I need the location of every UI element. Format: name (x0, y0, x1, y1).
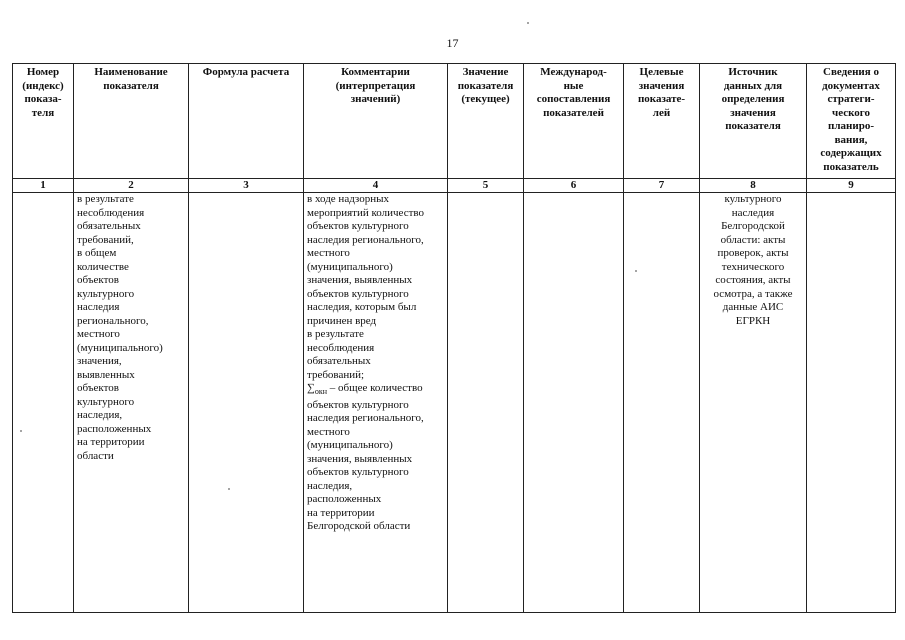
comments-text-part1: в ходе надзорных мероприятий количество объектов культурного наследия регионального, местного (муниципального) значения, выявленных объектов культурного наследия, которым был причинен вред в результате несоблюдения обязательных требований; (307, 193, 425, 381)
column-number: 2 (74, 179, 189, 193)
header-current-value: Значение показателя (текущее) (448, 64, 524, 179)
header-index: Номер (индекс) показа- теля (13, 64, 74, 179)
cell-index (13, 193, 74, 613)
header-formula: Формула расчета (189, 64, 304, 179)
scan-speck (527, 22, 529, 24)
cell-indicator-name: в результате несоблюдения обязательных требований, в общем количестве объектов культурного наследия регионального, местного (муниципального) значения, выявленных объектов культурного наследия, расположенных на территории области (74, 193, 189, 613)
column-number: 6 (524, 179, 624, 193)
scan-speck (20, 430, 22, 432)
column-number: 9 (807, 179, 896, 193)
column-number-row (13, 179, 896, 193)
header-international: Международ- ные сопоставления показателей (524, 64, 624, 179)
header-name: Наименование показателя (74, 64, 189, 179)
column-number: 7 (624, 179, 700, 193)
sum-subscript: окн (314, 387, 328, 397)
cell-formula (189, 193, 304, 613)
cell-comments (304, 193, 448, 613)
table-row (13, 193, 896, 613)
header-target-values: Целевые значения показате- лей (624, 64, 700, 179)
page-number: 17 (446, 36, 459, 50)
cell-target-values (624, 193, 700, 613)
column-number: 4 (304, 179, 448, 193)
indicator-table (12, 63, 896, 613)
cell-strategic-docs (807, 193, 896, 613)
scan-speck (635, 270, 637, 272)
header-comments: Комментарии (интерпретация значений) (304, 64, 448, 179)
header-row (13, 64, 896, 179)
header-data-source: Источник данных для определения значения показателя (700, 64, 807, 179)
column-number: 3 (189, 179, 304, 193)
cell-current-value (448, 193, 524, 613)
header-strategic-docs: Сведения о документах стратеги- ческого планиро- вания, содержащих показатель (807, 64, 896, 179)
column-number: 1 (13, 179, 74, 193)
scan-speck (228, 488, 230, 490)
column-number: 8 (700, 179, 807, 193)
column-number: 5 (448, 179, 524, 193)
comments-text-part2: – общее количество объектов культурного наследия регионального, местного (муниципального) значения, выявленных объектов культурного наследия, расположенных на территории Белгородской области (307, 382, 424, 533)
sum-symbol: ∑ (307, 382, 315, 394)
cell-data-source: культурного наследия Белгородской области: акты проверок, акты технического состояния, акты осмотра, а также данные АИС ЕГРКН (700, 193, 807, 613)
cell-international (524, 193, 624, 613)
